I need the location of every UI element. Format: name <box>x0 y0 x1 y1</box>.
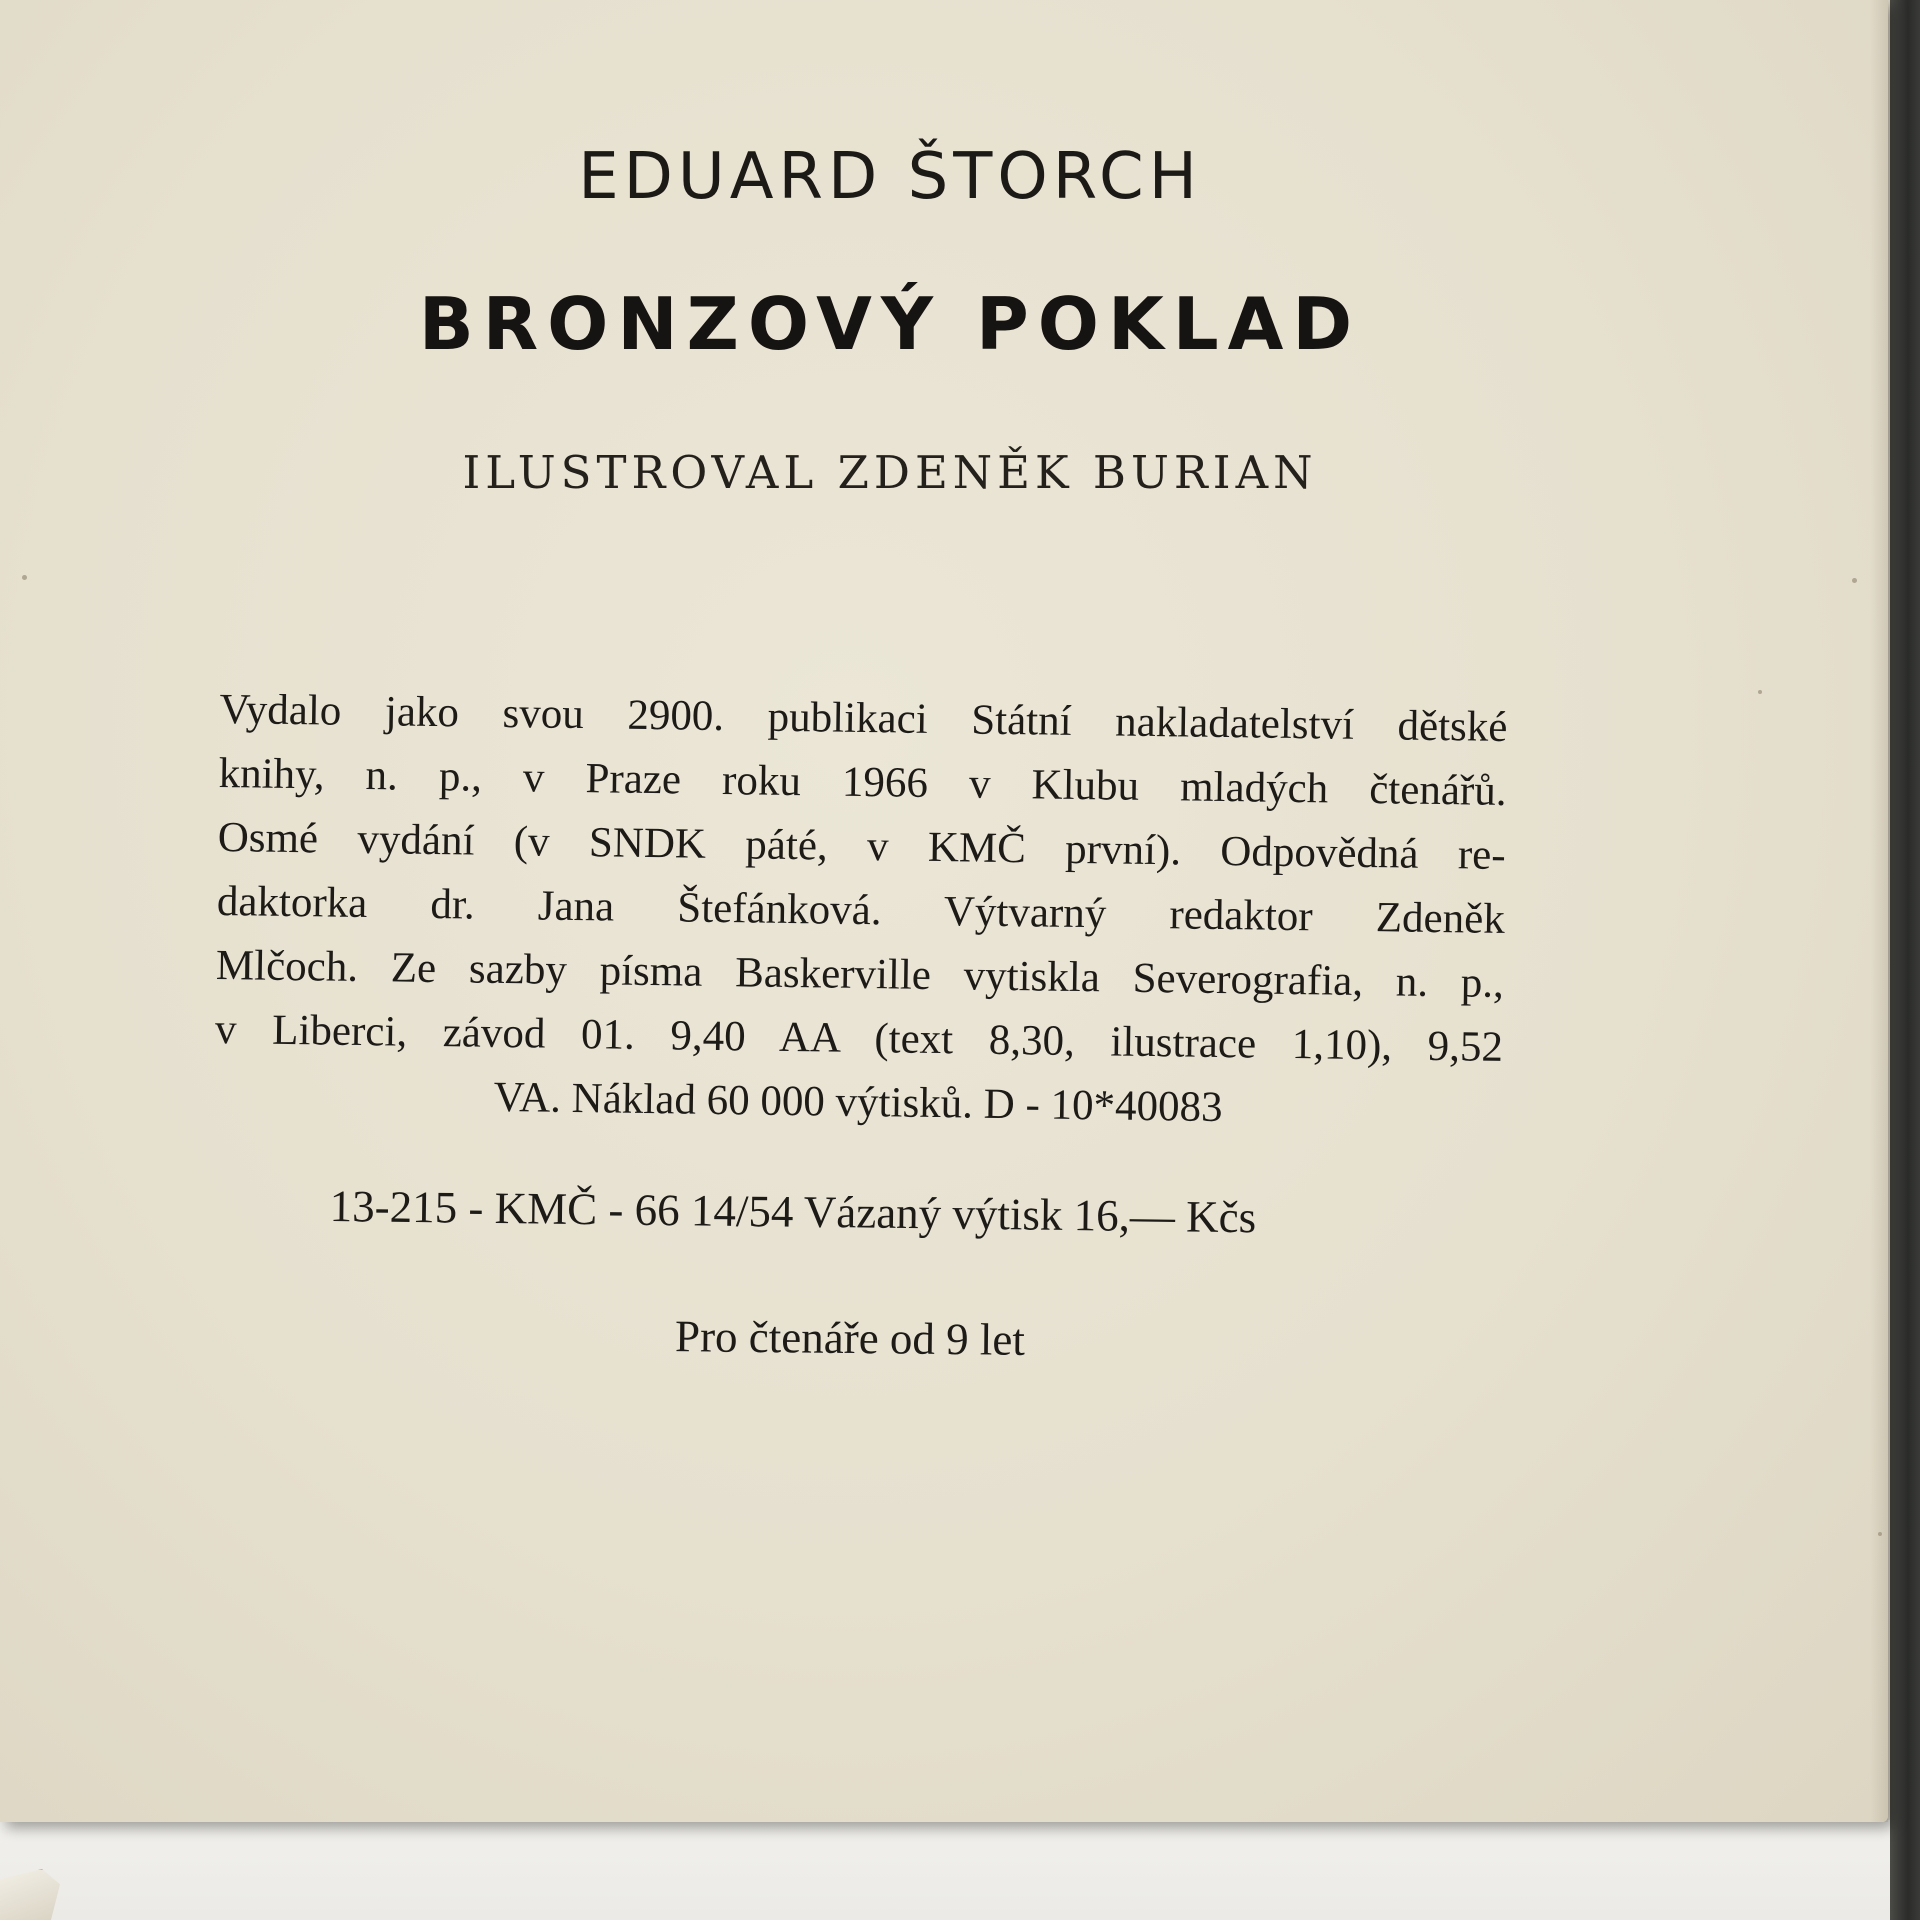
book-cover-edge <box>1890 0 1920 1920</box>
illustrator-credit: ILUSTROVAL ZDENĚK BURIAN <box>462 446 1318 499</box>
imprint-line: VA. Náklad 60 000 výtisků. D - 10*40083 <box>493 1073 1223 1132</box>
imprint-line: daktorka dr. Jana Štefánková. Výtvarný redaktor Zdeněk <box>216 877 1506 943</box>
paper-speck <box>1758 690 1762 694</box>
imprint-paragraph <box>214 678 1508 1144</box>
age-recommendation: Pro čtenáře od 9 let <box>674 1311 1026 1365</box>
table-surface <box>0 1820 1920 1920</box>
catalog-price-line: 13-215 - KMČ - 66 14/54 Vázaný výtisk 16,— Kčs <box>329 1180 1257 1243</box>
imprint-line: Mlčoch. Ze sazby písma Baskerville vytiskla Severografia, n. p., <box>215 941 1505 1007</box>
imprint-line: Vydalo jako svou 2900. publikaci Státní nakladatelství dětské <box>219 685 1508 751</box>
book-title: BRONZOVÝ POKLAD <box>418 282 1362 366</box>
imprint-line: knihy, n. p., v Praze roku 1966 v Klubu mladých čtenářů. <box>218 749 1507 815</box>
paper-speck <box>22 575 27 580</box>
imprint-line: Osmé vydání (v SNDK páté, v KMČ první). Odpovědná re- <box>217 813 1506 879</box>
paper-speck <box>1852 578 1857 583</box>
paper-speck <box>1878 1532 1882 1536</box>
author-name: EDUARD ŠTORCH <box>578 140 1202 214</box>
imprint-line: v Liberci, závod 01. 9,40 AA (text 8,30, ilustrace 1,10), 9,52 <box>214 1005 1504 1071</box>
page-edge-shadow <box>1870 0 1888 1822</box>
